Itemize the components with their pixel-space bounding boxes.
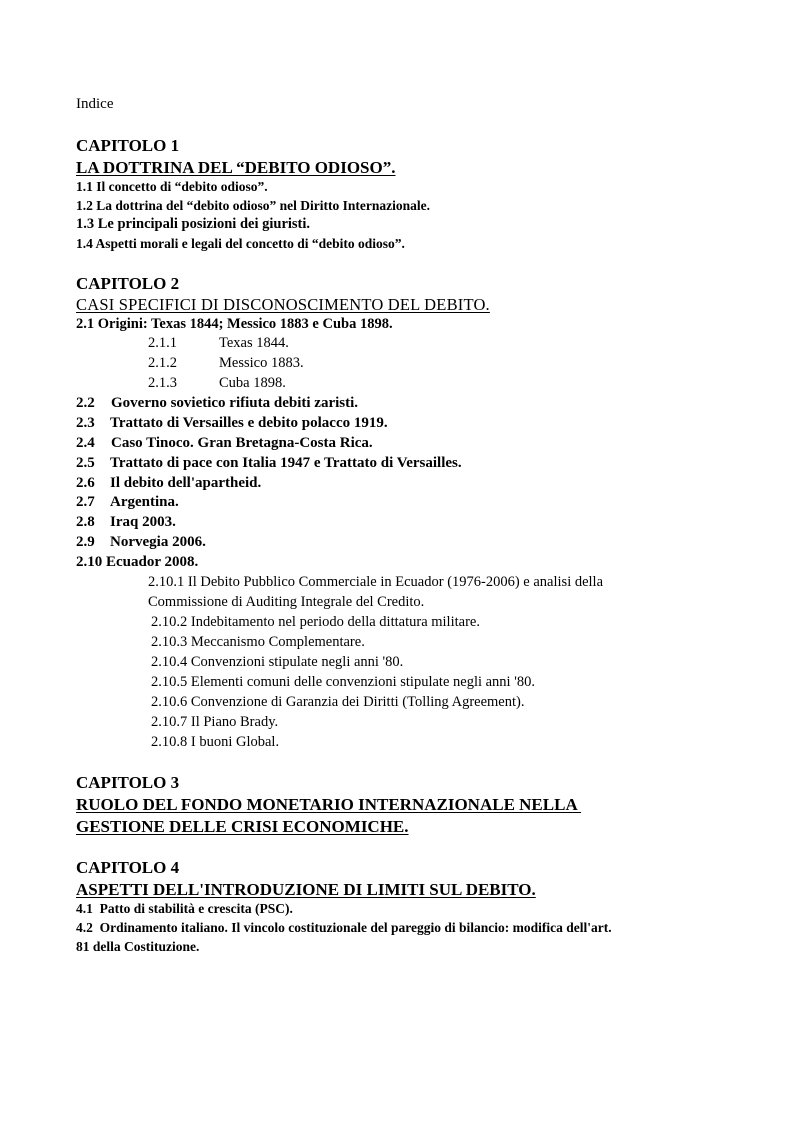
subsection-2-10-2: 2.10.2 Indebitamento nel periodo della dittatura militare. [151, 614, 480, 630]
subsection-2-1-1-number: 2.1.1 [148, 335, 177, 351]
section-1-1: 1.1 Il concetto di “debito odioso”. [76, 179, 268, 194]
section-2-6: 2.6 Il debito dell'apartheid. [76, 475, 262, 491]
section-1-4: 1.4 Aspetti morali e legali del concetto di “debito odioso”. [76, 236, 405, 251]
subsection-2-10-8: 2.10.8 I buoni Global. [151, 734, 280, 750]
section-1-2: 1.2 La dottrina del “debito odioso” nel Diritto Internazionale. [76, 198, 430, 213]
subsection-2-1-3-number: 2.1.3 [148, 375, 177, 391]
subsection-2-10-5: 2.10.5 Elementi comuni delle convenzioni stipulate negli anni '80. [151, 674, 535, 690]
subsection-2-10-4: 2.10.4 Convenzioni stipulate negli anni '80. [151, 654, 404, 670]
section-2-7: 2.7 Argentina. [76, 494, 179, 510]
chapter-3-title-line-2: GESTIONE DELLE CRISI ECONOMICHE. [76, 817, 409, 836]
section-4-2: 4.2 Ordinamento italiano. Il vincolo costituzionale del pareggio di bilancio: modifica dell'art. [76, 920, 612, 935]
chapter-2-title: CASI SPECIFICI DI DISCONOSCIMENTO DEL DEBITO. [76, 295, 490, 314]
index-label: Indice [76, 96, 114, 112]
section-4-2-continued: 81 della Costituzione. [76, 939, 200, 954]
section-2-4: 2.4 Caso Tinoco. Gran Bretagna-Costa Rica. [76, 435, 373, 451]
chapter-3-title-line-1: RUOLO DEL FONDO MONETARIO INTERNAZIONALE NELLA [76, 795, 582, 814]
section-1-3: 1.3 Le principali posizioni dei giuristi. [76, 216, 311, 232]
section-2-2: 2.2 Governo sovietico rifiuta debiti zaristi. [76, 395, 359, 411]
chapter-1-title: LA DOTTRINA DEL “DEBITO ODIOSO”. [76, 158, 396, 177]
subsection-2-10-3: 2.10.3 Meccanismo Complementare. [151, 634, 365, 650]
section-4-1: 4.1 Patto di stabilità e crescita (PSC). [76, 901, 293, 916]
subsection-2-1-3-text: Cuba 1898. [219, 375, 286, 391]
chapter-1-heading: CAPITOLO 1 [76, 136, 180, 155]
chapter-3-heading: CAPITOLO 3 [76, 773, 180, 792]
chapter-2-heading: CAPITOLO 2 [76, 274, 180, 293]
chapter-4-title: ASPETTI DELL'INTRODUZIONE DI LIMITI SUL DEBITO. [76, 880, 536, 899]
subsection-2-1-2-number: 2.1.2 [148, 355, 177, 371]
subsection-2-10-1: 2.10.1 Il Debito Pubblico Commerciale in Ecuador (1976-2006) e analisi della [148, 574, 604, 590]
section-2-3: 2.3 Trattato di Versailles e debito polacco 1919. [76, 415, 388, 431]
section-2-8: 2.8 Iraq 2003. [76, 514, 176, 530]
subsection-2-1-1-text: Texas 1844. [219, 335, 289, 351]
section-2-1: 2.1 Origini: Texas 1844; Messico 1883 e Cuba 1898. [76, 316, 393, 332]
chapter-4-heading: CAPITOLO 4 [76, 858, 180, 877]
section-2-5: 2.5 Trattato di pace con Italia 1947 e Trattato di Versailles. [76, 455, 462, 471]
subsection-2-10-1-continued: Commissione di Auditing Integrale del Credito. [148, 594, 425, 610]
subsection-2-10-7: 2.10.7 Il Piano Brady. [151, 714, 279, 730]
subsection-2-10-6: 2.10.6 Convenzione di Garanzia dei Diritti (Tolling Agreement). [151, 694, 525, 710]
section-2-10: 2.10 Ecuador 2008. [76, 554, 199, 570]
section-2-9: 2.9 Norvegia 2006. [76, 534, 206, 550]
subsection-2-1-2-text: Messico 1883. [219, 355, 304, 371]
